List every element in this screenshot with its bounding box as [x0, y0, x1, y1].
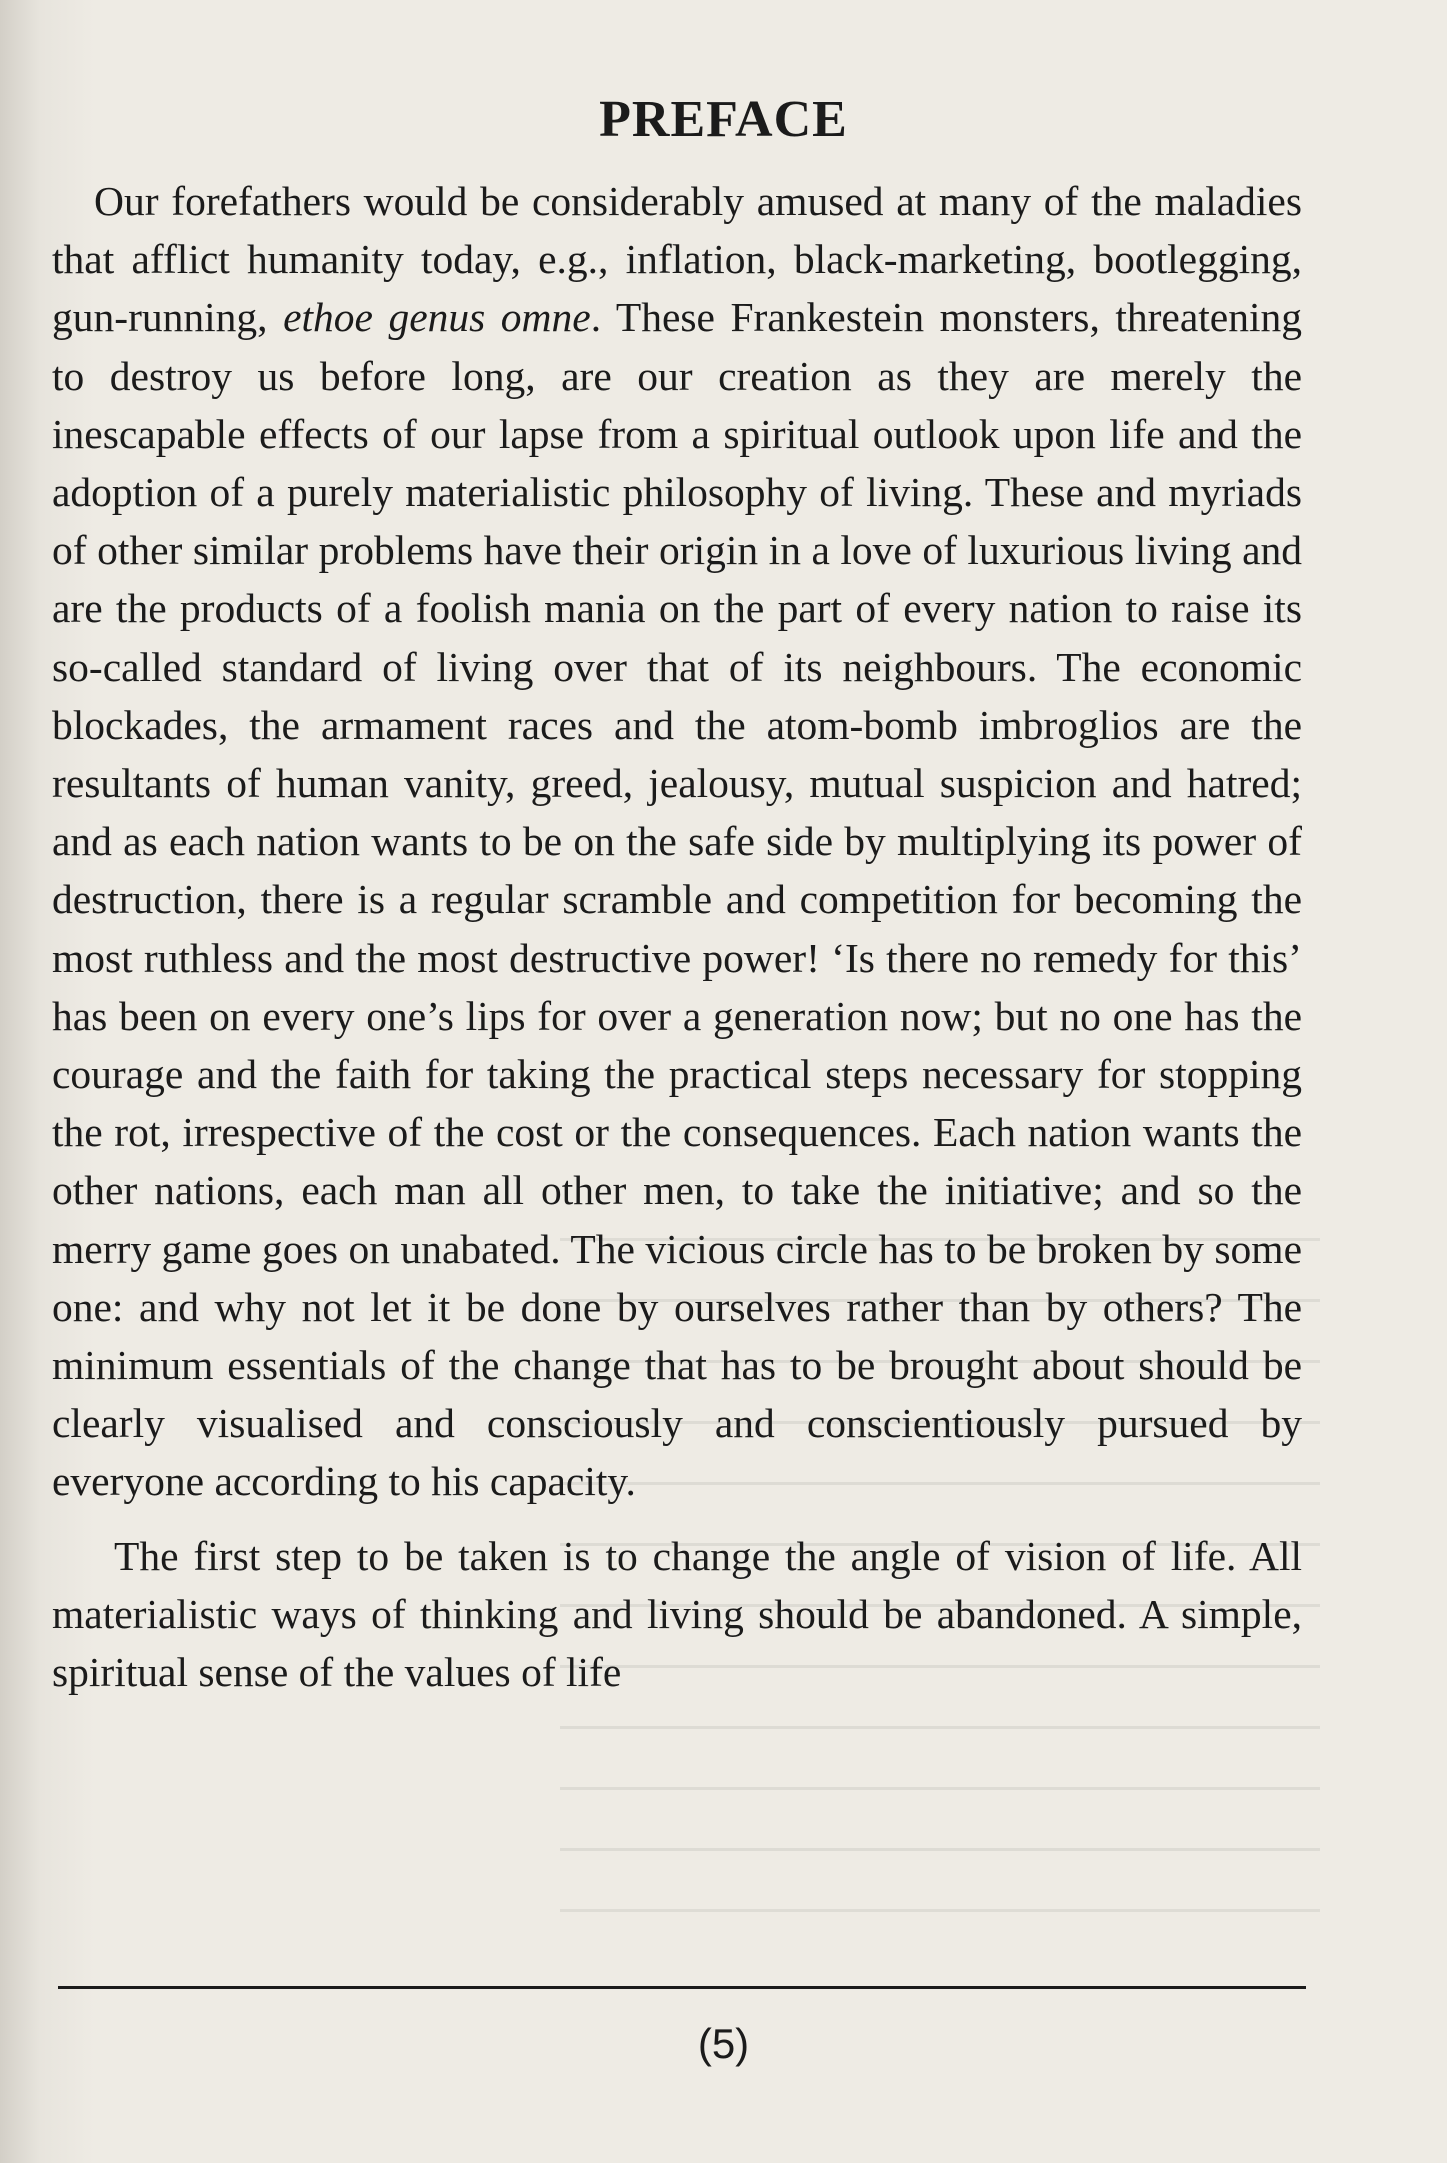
paragraph-1-text-start: Our forefathers would be considerably amused at many of the maladies that afflict humanity today, e.g., inflation, black-marketing, bootlegging, gun-running, — [52, 178, 1302, 341]
footer-rule — [58, 1986, 1306, 1989]
preface-body — [52, 172, 1302, 1701]
page-number: (5) — [697, 2020, 750, 2067]
page-title: PREFACE — [599, 91, 848, 148]
latin-phrase: ethoe genus omne — [283, 294, 591, 341]
paragraph-2: The first step to be taken is to change the angle of vision of life. All materialistic ways of thinking and living should be abandoned. A simple, spiritual sense of the values of life — [52, 1532, 1302, 1696]
paragraph-1 — [52, 172, 1302, 1511]
paragraph-1-text-end: . These Frankestein monsters, threatening to destroy us before long, are our creation as they are merely the inescapable effects of our lapse from a spiritual outlook upon life and the adoption of a purely materialistic philosophy of living. These and myriads of other similar problems have their origin in a love of luxurious living and are the products of a foolish mania on the part of every nation to raise its so-called standard of living over that of its neighbours. The economic blockades, the armament races and the atom-bomb imbroglios are the resultants of human vanity, greed, jealousy, mutual suspicion and hatred; and as each nation wants to be on the safe side by multiplying its power of destruction, there is a regular scramble and competition for becoming the most ruthless and the most destructive power! ‘Is there no remedy for this’ has been on every one’s lips for over a generation now; but no one has the courage and the faith for taking the practical steps necessary for stopping the rot, irrespective of the cost or the consequences. Each nation wants the other nations, each man all other men, to take the initiative; and so the merry game goes on unabated. The vicious circle has to be broken by some one: and why not let it be done by ourselves rather than by others? The minimum essentials of the change that has to be brought about should be clearly visualised and consciously and conscientiously pursued by everyone according to his capacity. — [52, 294, 1303, 1505]
